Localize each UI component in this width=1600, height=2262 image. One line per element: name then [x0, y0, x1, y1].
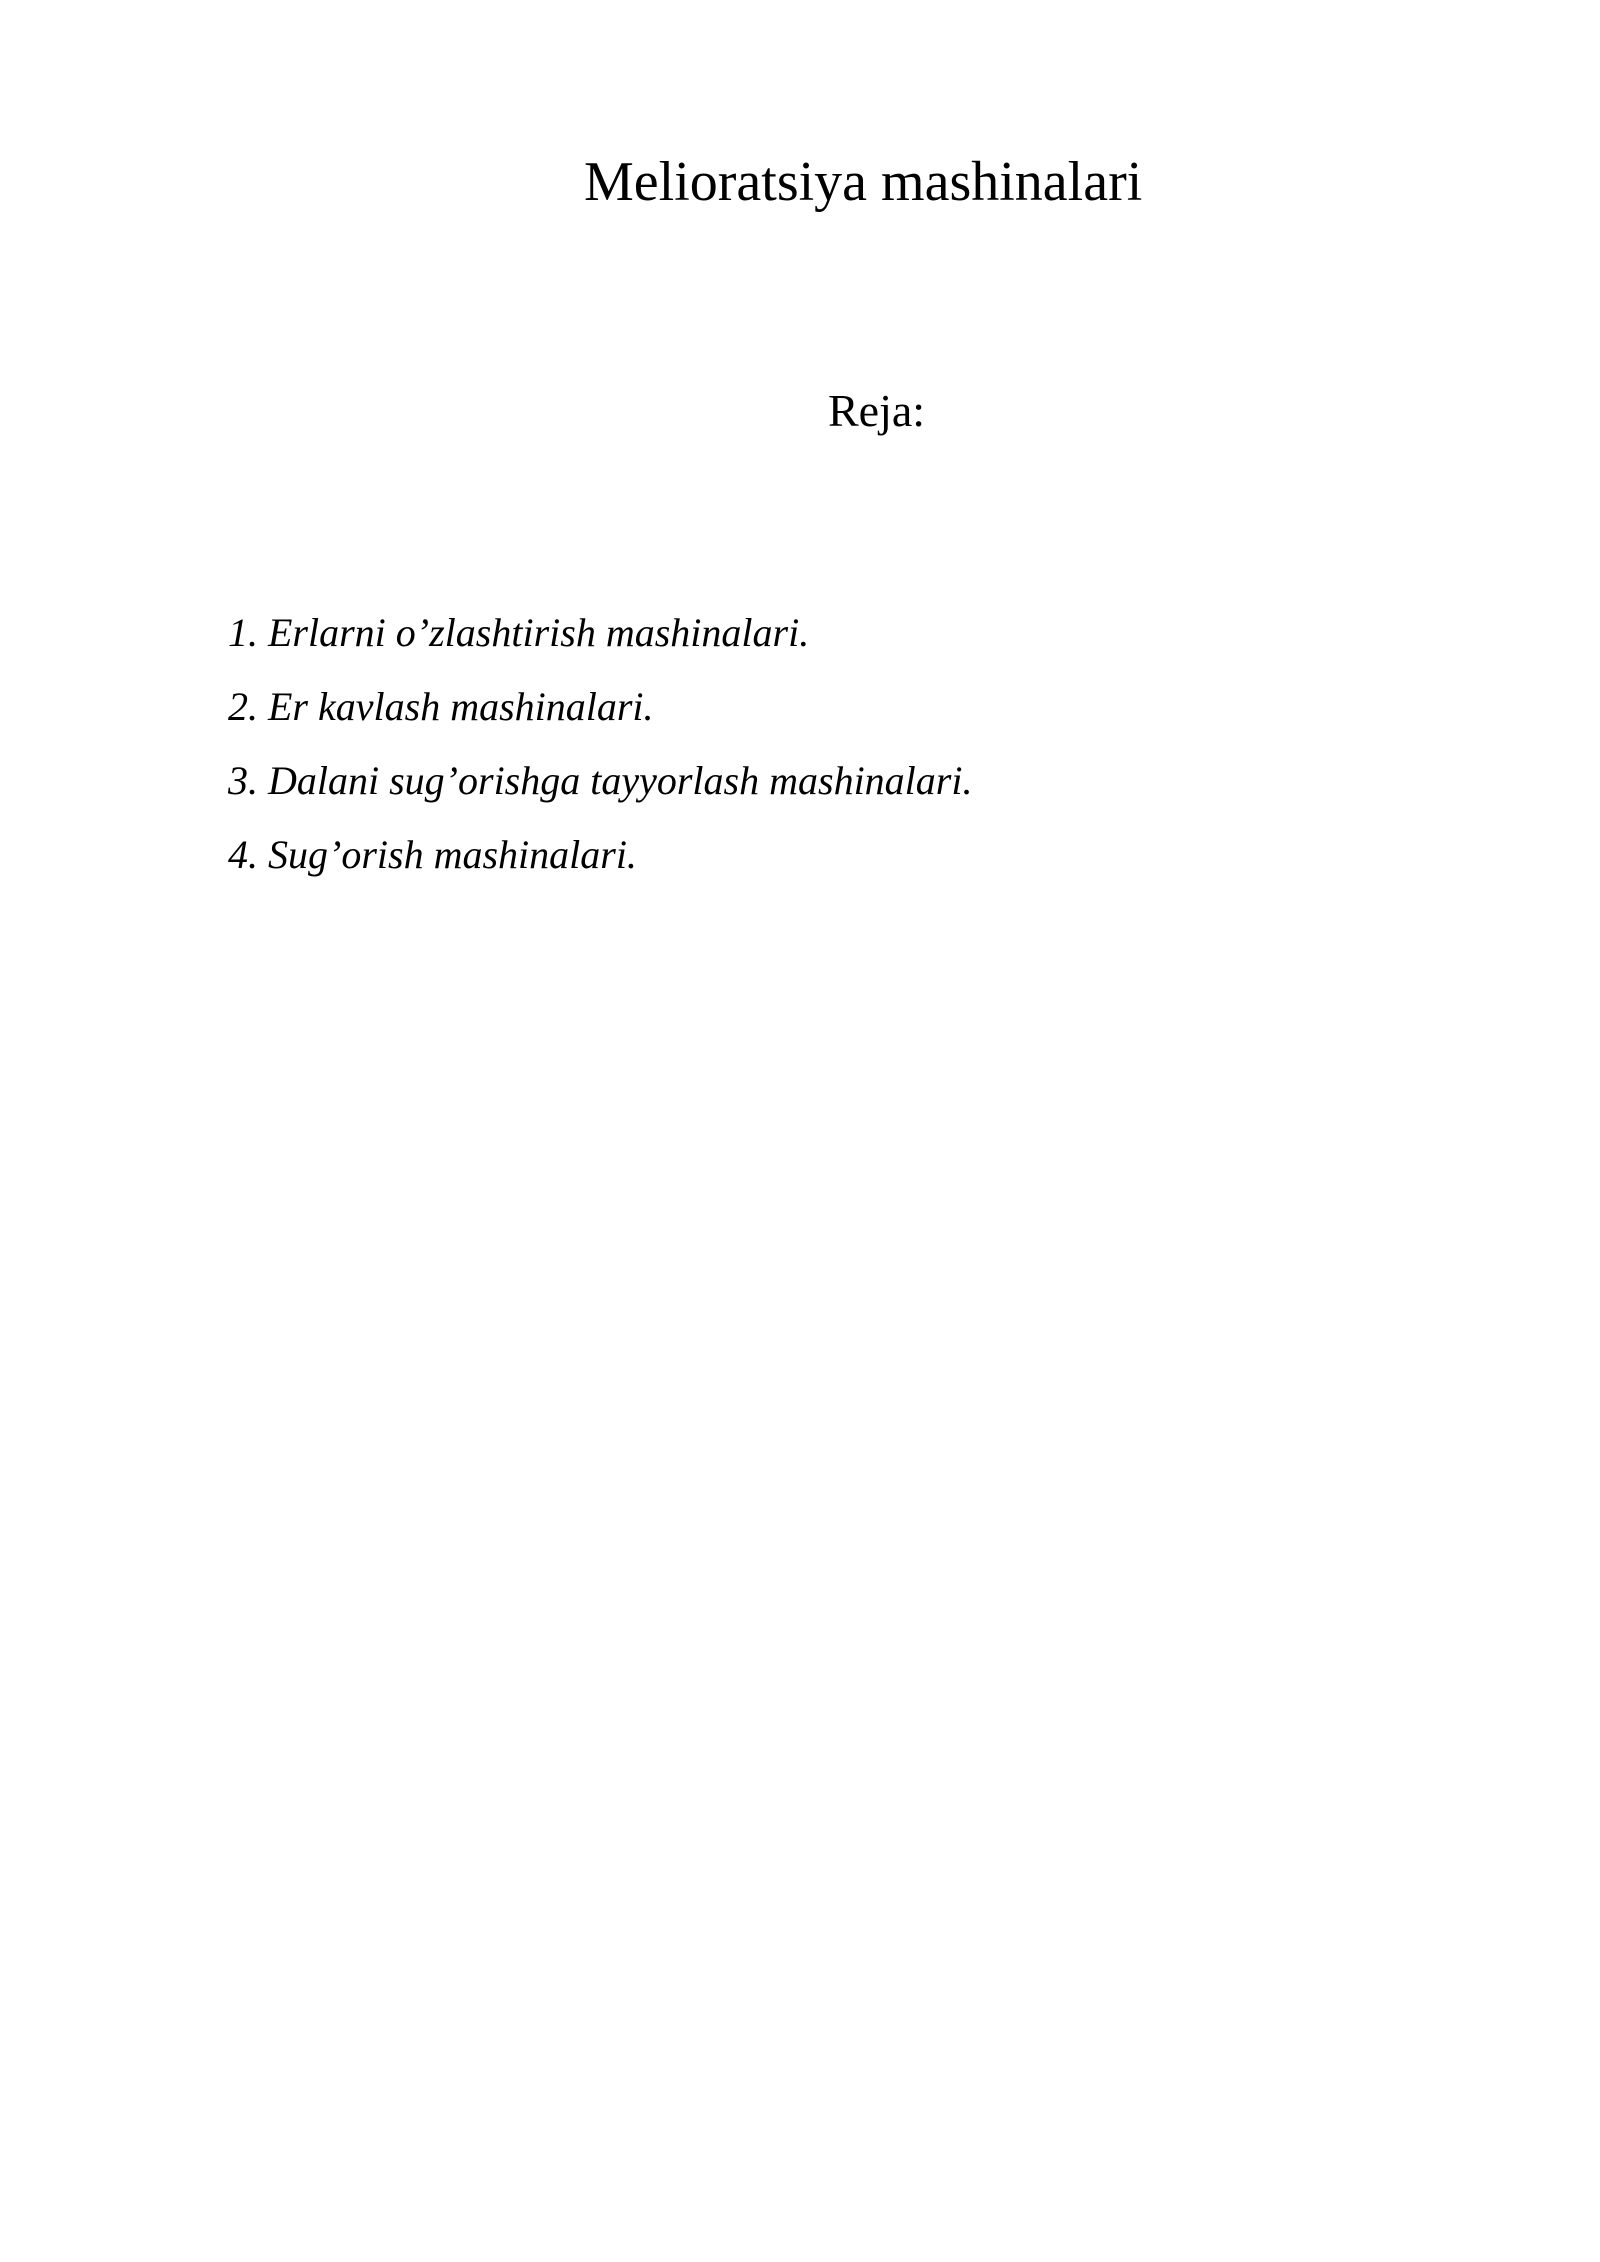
plan-item-text: Erlarni o’zlashtirish mashinalari.	[268, 610, 810, 655]
plan-item-text: Dalani sug’orishga tayyorlash mashinalari.	[268, 758, 973, 803]
plan-item-text: Er kavlash mashinalari.	[268, 684, 654, 729]
plan-item	[228, 596, 972, 670]
plan-item-number: 3.	[228, 758, 258, 803]
plan-item	[228, 670, 972, 744]
plan-heading: Reja:	[828, 385, 926, 436]
plan-item-number: 2.	[228, 684, 258, 729]
plan-item-text: Sug’orish mashinalari.	[268, 832, 637, 877]
document-title: Melioratsiya mashinalari	[584, 151, 1143, 213]
plan-item-number: 1.	[228, 610, 258, 655]
plan-list	[228, 596, 972, 892]
plan-item	[228, 818, 972, 892]
plan-item	[228, 744, 972, 818]
plan-item-number: 4.	[228, 832, 258, 877]
